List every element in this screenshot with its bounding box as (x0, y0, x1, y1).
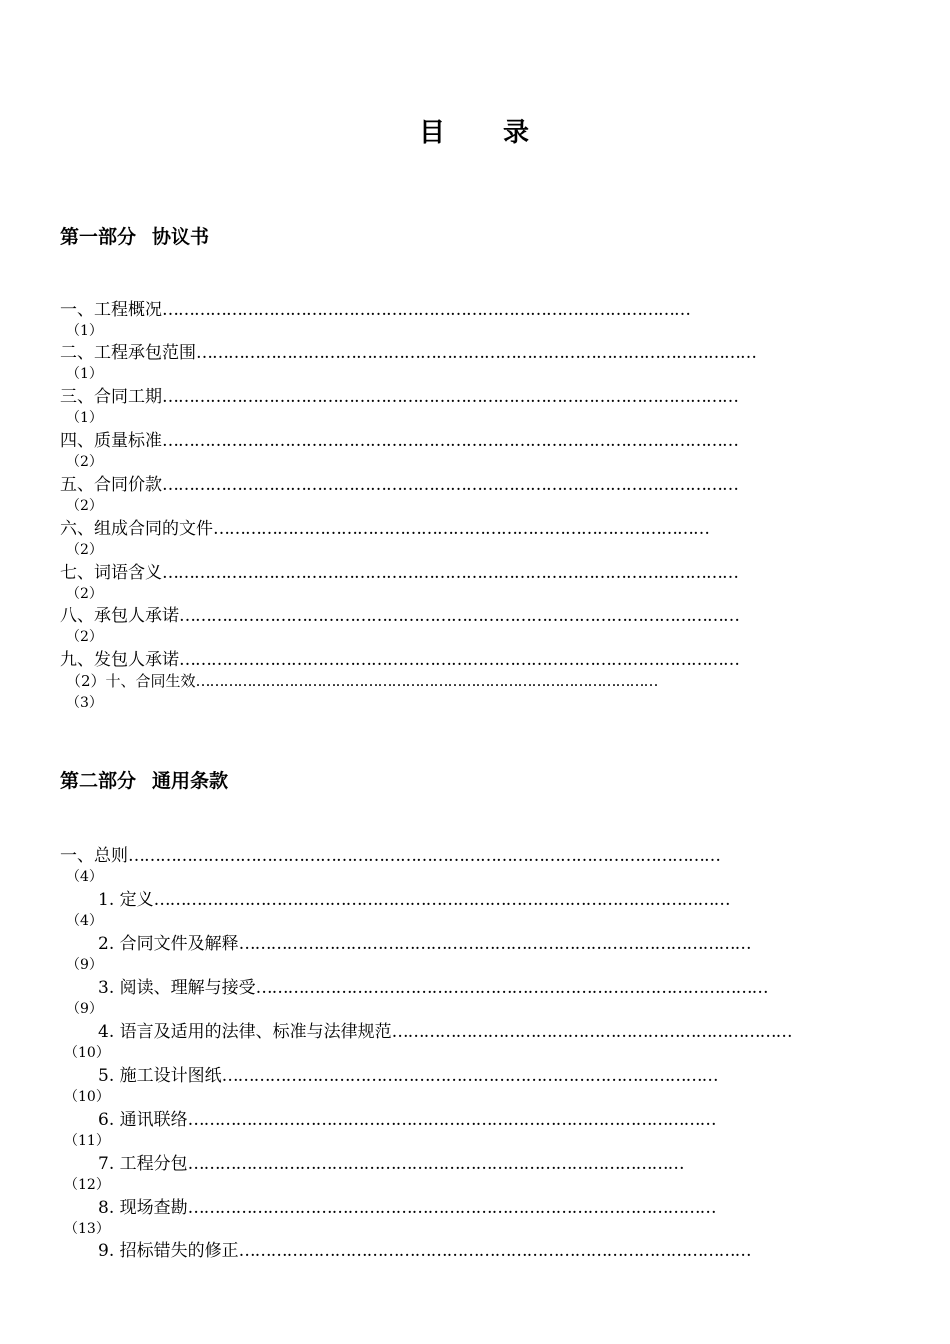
toc-page: （2） (66, 629, 103, 645)
part-heading-1 (60, 222, 209, 249)
toc-label: 四、质量标准 (60, 431, 162, 451)
toc-line[interactable]: 二、工程承包范围…………………………………………………………………………………………… (60, 343, 756, 363)
part-number: 第一部分 (60, 226, 137, 248)
toc-line[interactable]: 1. 定义……………………………………………………………………………………………… (98, 890, 730, 910)
toc-label: 一、工程概况 (60, 300, 162, 320)
part-name: 协议书 (152, 226, 210, 248)
toc-page: （11） (64, 1133, 110, 1149)
toc-label: 1. 定义 (98, 890, 154, 910)
toc-label: 九、发包人承诺 (60, 650, 179, 670)
toc-line[interactable]: 2. 合同文件及解释…………………………………………………………………………………… (98, 934, 751, 954)
toc-label: 三、合同工期 (60, 387, 162, 407)
toc-page: （2） (66, 454, 103, 470)
toc-label: 5. 施工设计图纸 (98, 1066, 222, 1086)
toc-page: （2） (66, 586, 103, 602)
toc-line[interactable]: 4. 语言及适用的法律、标准与法律规范………………………………………………………………… (98, 1022, 792, 1042)
toc-line[interactable]: 一、工程概况……………………………………………………………………………………… (60, 300, 690, 320)
toc-line[interactable]: 7. 工程分包………………………………………………………………………………… (98, 1154, 684, 1174)
toc-page: （4） (66, 869, 103, 885)
toc-label: 五、合同价款 (60, 475, 162, 495)
toc-label: 3. 阅读、理解与接受 (98, 978, 256, 998)
toc-page: （10） (64, 1045, 110, 1061)
toc-label: 8. 现场查勘 (98, 1198, 188, 1218)
toc-label: 4. 语言及适用的法律、标准与法律规范 (98, 1022, 392, 1042)
toc-page: （2） (66, 498, 103, 514)
toc-page: （9） (66, 957, 103, 973)
toc-label: 7. 工程分包 (98, 1154, 188, 1174)
toc-label: 6. 通讯联络 (98, 1110, 188, 1130)
toc-label: 二、工程承包范围 (60, 343, 196, 363)
toc-line[interactable]: 一、总则………………………………………………………………………………………………… (60, 846, 720, 866)
toc-page: （1） (66, 410, 103, 426)
toc-page: （3） (66, 695, 103, 711)
toc-label: 9. 招标错失的修正 (98, 1241, 239, 1261)
toc-label: 七、词语含义 (60, 563, 162, 583)
toc-page: （10） (64, 1089, 110, 1105)
toc-line[interactable]: 8. 现场查勘……………………………………………………………………………………… (98, 1198, 716, 1218)
part-heading-2 (60, 766, 228, 793)
toc-page: （1） (66, 323, 103, 339)
toc-line[interactable]: 七、词语含义……………………………………………………………………………………………… (60, 563, 738, 583)
toc-line[interactable]: 5. 施工设计图纸………………………………………………………………………………… (98, 1066, 718, 1086)
toc-label: 六、组成合同的文件 (60, 519, 213, 539)
toc-line[interactable]: 五、合同价款……………………………………………………………………………………………… (60, 475, 738, 495)
toc-label: 八、承包人承诺 (60, 606, 179, 626)
toc-page: （12） (64, 1177, 110, 1193)
part-name: 通用条款 (152, 770, 229, 792)
part-number: 第二部分 (60, 770, 137, 792)
toc-label: 2. 合同文件及解释 (98, 934, 239, 954)
toc-line[interactable]: 6. 通讯联络……………………………………………………………………………………… (98, 1110, 716, 1130)
toc-line[interactable]: 九、发包人承诺…………………………………………………………………………………………… (60, 650, 739, 670)
toc-page: （4） (66, 913, 103, 929)
toc-line[interactable]: 9. 招标错失的修正…………………………………………………………………………………… (98, 1241, 751, 1261)
toc-page: （9） (66, 1001, 103, 1017)
toc-line[interactable]: 3. 阅读、理解与接受…………………………………………………………………………………… (98, 978, 768, 998)
toc-page: （2）十、合同生效……………………………………………………………………………………… (66, 672, 658, 690)
toc-line[interactable]: 八、承包人承诺…………………………………………………………………………………………… (60, 606, 739, 626)
toc-page: （1） (66, 366, 103, 382)
toc-line[interactable]: 四、质量标准……………………………………………………………………………………………… (60, 431, 738, 451)
toc-leader: …………………………………………………………………………… (162, 300, 626, 320)
toc-label: 一、总则 (60, 846, 128, 866)
toc-line[interactable]: 六、组成合同的文件………………………………………………………………………………… (60, 519, 709, 539)
toc-line[interactable]: 三、合同工期……………………………………………………………………………………………… (60, 387, 738, 407)
toc-page: （13） (64, 1221, 110, 1237)
toc-page: （2） (66, 542, 103, 558)
title-char-left: 目 (418, 118, 447, 148)
title-char-right: 录 (503, 118, 532, 148)
page-title (0, 112, 950, 149)
